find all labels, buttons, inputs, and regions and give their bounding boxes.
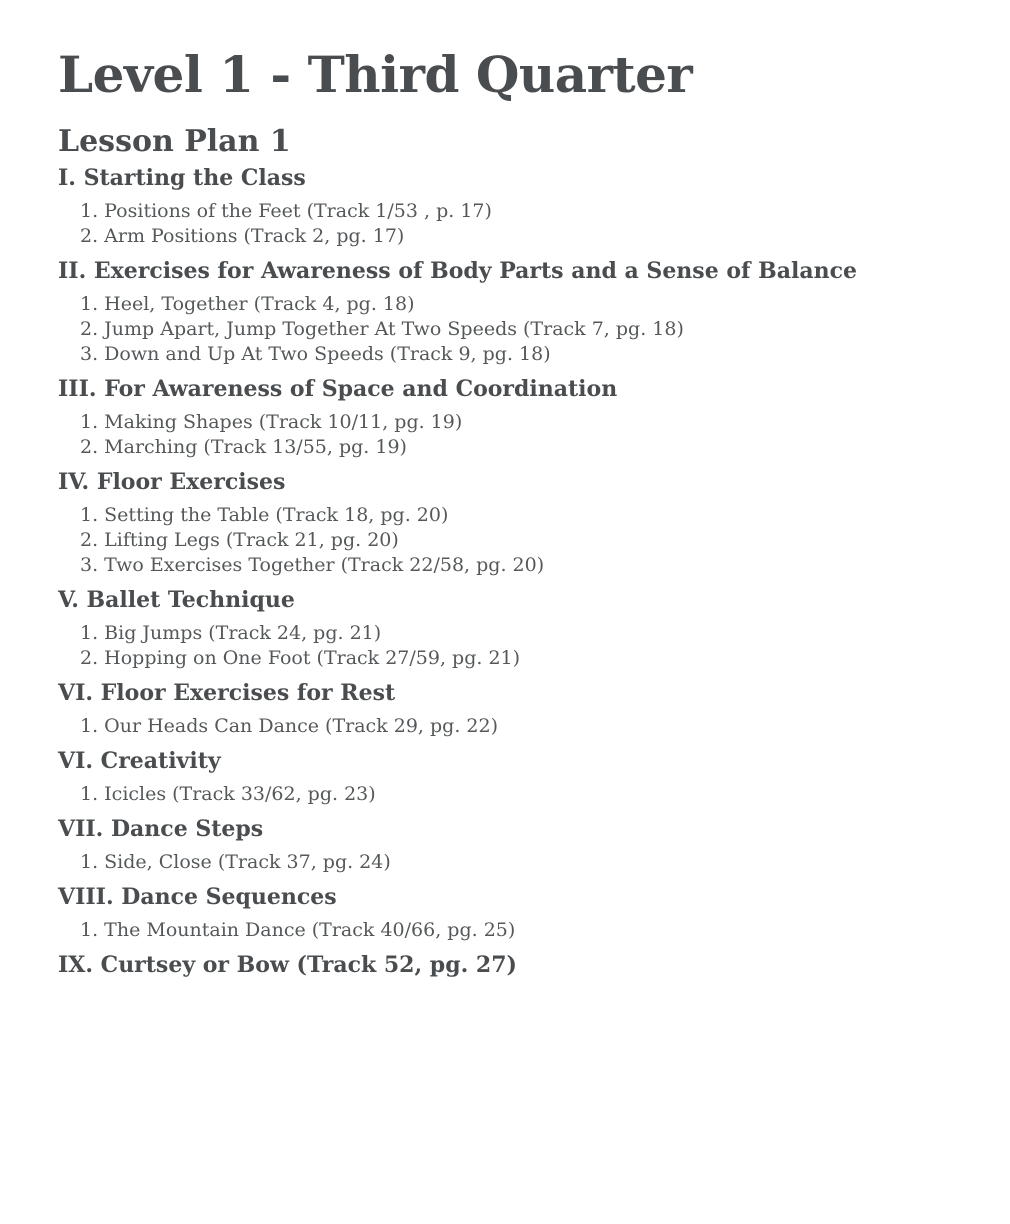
list-item: 1. Positions of the Feet (Track 1/53 , p. 17) <box>80 200 492 222</box>
section-starting-the-class <box>58 163 1010 249</box>
sections-list <box>58 163 1010 980</box>
lesson-plan-subtitle: Lesson Plan 1 <box>58 124 291 159</box>
section-heading: V. Ballet Technique <box>58 587 295 613</box>
list-item: 2. Hopping on One Foot (Track 27/59, pg. 21) <box>80 647 521 669</box>
list-item: 1. Big Jumps (Track 24, pg. 21) <box>80 622 382 644</box>
list-item: 1. Heel, Together (Track 4, pg. 18) <box>80 293 415 315</box>
section-heading: III. For Awareness of Space and Coordination <box>58 376 618 402</box>
section-item-list <box>58 497 1010 578</box>
section-heading: VI. Floor Exercises for Rest <box>58 680 396 706</box>
list-item: 1. Side, Close (Track 37, pg. 24) <box>80 851 391 873</box>
section-creativity <box>58 746 1010 807</box>
section-heading: VIII. Dance Sequences <box>58 884 337 910</box>
section-item-list <box>58 776 1010 807</box>
section-heading: VII. Dance Steps <box>58 816 264 842</box>
list-item: 1. Making Shapes (Track 10/11, pg. 19) <box>80 411 463 433</box>
list-item: 3. Down and Up At Two Speeds (Track 9, pg. 18) <box>80 343 551 365</box>
section-item-list <box>58 193 1010 249</box>
section-heading: IV. Floor Exercises <box>58 469 286 495</box>
section-floor-exercises <box>58 467 1010 578</box>
section-space-coordination <box>58 374 1010 460</box>
section-ballet-technique <box>58 585 1010 671</box>
section-awareness-body-balance <box>58 256 1010 367</box>
page-title: Level 1 - Third Quarter <box>58 45 693 104</box>
section-item-list <box>58 615 1010 671</box>
section-item-list <box>58 708 1010 739</box>
section-item-list <box>58 844 1010 875</box>
section-curtsey-or-bow <box>58 950 1010 980</box>
section-item-list <box>58 404 1010 460</box>
section-dance-sequences <box>58 882 1010 943</box>
list-item: 2. Arm Positions (Track 2, pg. 17) <box>80 225 405 247</box>
section-heading: VI. Creativity <box>58 748 221 774</box>
section-heading: I. Starting the Class <box>58 165 306 191</box>
list-item: 2. Lifting Legs (Track 21, pg. 20) <box>80 529 399 551</box>
list-item: 1. Setting the Table (Track 18, pg. 20) <box>80 504 449 526</box>
section-item-list <box>58 912 1010 943</box>
list-item: 1. Icicles (Track 33/62, pg. 23) <box>80 783 376 805</box>
list-item: 2. Marching (Track 13/55, pg. 19) <box>80 436 407 458</box>
list-item: 3. Two Exercises Together (Track 22/58, pg. 20) <box>80 554 545 576</box>
section-item-list <box>58 286 1010 367</box>
list-item: 1. Our Heads Can Dance (Track 29, pg. 22) <box>80 715 498 737</box>
section-heading: II. Exercises for Awareness of Body Parts and a Sense of Balance <box>58 258 857 284</box>
section-floor-exercises-rest <box>58 678 1010 739</box>
list-item: 2. Jump Apart, Jump Together At Two Speeds (Track 7, pg. 18) <box>80 318 684 340</box>
list-item: 1. The Mountain Dance (Track 40/66, pg. 25) <box>80 919 516 941</box>
section-dance-steps <box>58 814 1010 875</box>
section-heading: IX. Curtsey or Bow (Track 52, pg. 27) <box>58 952 517 978</box>
